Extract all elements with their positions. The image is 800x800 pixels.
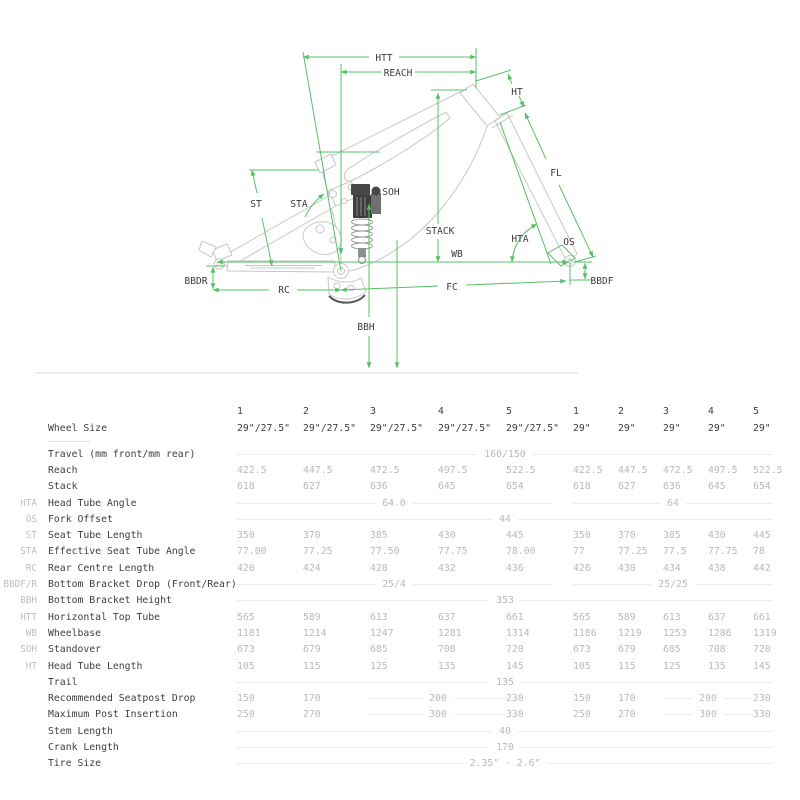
table-row: [0, 739, 773, 755]
wheel-size-value: 29"/27.5": [303, 422, 357, 434]
table-row: [0, 560, 773, 576]
rule-line: [521, 682, 773, 683]
geo-value: 426: [573, 562, 591, 574]
geo-value: 645: [708, 481, 726, 493]
dimension-labels: [185, 53, 614, 333]
shared-value: [237, 758, 773, 769]
rule-line: [518, 519, 773, 520]
geo-value: 445: [506, 530, 524, 542]
geo-value: 105: [237, 660, 255, 672]
geo-value: 170: [618, 693, 636, 705]
ht-dim-top: [508, 74, 512, 84]
size-number: 5: [753, 405, 759, 417]
geo-value: 125: [663, 660, 681, 672]
geo-value: 430: [438, 530, 456, 542]
rule-line: [237, 682, 489, 683]
rule-line: [413, 584, 551, 585]
table-row: [0, 609, 773, 625]
rear-axle-center: [217, 262, 221, 266]
geo-value: 636: [370, 481, 388, 493]
dim-label-bbh: BBH: [357, 322, 375, 333]
st-dim-top: [252, 170, 257, 193]
wheel-size-value: 29": [708, 422, 726, 434]
table-row: [0, 527, 773, 543]
row-label: Travel (mm front/mm rear): [48, 448, 196, 460]
row-label: Maximum Post Insertion: [48, 709, 178, 721]
geo-value: 1319: [753, 627, 777, 639]
row-label: Horizontal Top Tube: [48, 611, 161, 623]
geo-value: 115: [303, 660, 321, 672]
size-number: 4: [708, 405, 714, 417]
geo-value: 708: [438, 644, 456, 656]
geo-value: 424: [303, 562, 321, 574]
row-abbreviation: SOH: [20, 644, 37, 656]
group1-value: [237, 498, 551, 509]
table-row: [0, 642, 773, 658]
rule-line: [370, 698, 422, 699]
header-divider: [0, 437, 773, 446]
geo-value: 370: [618, 530, 636, 542]
geo-value: 618: [237, 481, 255, 493]
group1-value: [237, 579, 551, 590]
main-pivot: [316, 225, 324, 233]
geo-value: 589: [618, 611, 636, 623]
geo-value: 385: [370, 530, 388, 542]
merged-sizes-value: [370, 693, 506, 704]
merged-value: 200: [699, 693, 717, 705]
wheel-size-value: 29": [663, 422, 681, 434]
geo-value: 589: [303, 611, 321, 623]
shared-value: [237, 726, 773, 737]
shared-value: [237, 595, 773, 606]
geo-value: 627: [303, 481, 321, 493]
geo-value: 654: [753, 481, 771, 493]
geo-value: 685: [663, 644, 681, 656]
geo-value: 432: [438, 562, 456, 574]
size-number: 1: [573, 405, 579, 417]
dim-label-fl: FL: [550, 168, 562, 179]
shared-value: [237, 742, 773, 753]
geo-value: 434: [663, 562, 681, 574]
geo-value: 522.5: [506, 464, 536, 476]
geo-value: 720: [506, 644, 524, 656]
rule-line: [573, 584, 651, 585]
merged-value: 44: [499, 513, 511, 525]
geo-value: 330: [506, 709, 524, 721]
geo-value: 77.00: [237, 546, 267, 558]
geo-value: 720: [753, 644, 771, 656]
geo-value: 497.5: [438, 464, 468, 476]
shock-shaft: [358, 248, 366, 257]
geo-value: 1214: [303, 627, 327, 639]
geo-value: 230: [506, 693, 524, 705]
rule-line: [533, 454, 773, 455]
geo-value: 1181: [237, 627, 261, 639]
geo-value: 565: [573, 611, 591, 623]
dim-label-rc: RC: [278, 285, 290, 296]
wheel-size-value: 29": [753, 422, 771, 434]
rule-line: [454, 714, 506, 715]
table-row: [0, 674, 773, 690]
merged-value: 135: [496, 676, 514, 688]
geo-value: 170: [303, 693, 321, 705]
rule-line: [521, 600, 773, 601]
row-abbreviation: BBDF/R: [3, 579, 37, 591]
table-row: [0, 723, 773, 739]
geo-value: 645: [438, 481, 456, 493]
row-label: Recommended Seatpost Drop: [48, 693, 196, 705]
rule-line: [663, 698, 692, 699]
geo-value: 77.75: [438, 546, 468, 558]
geo-value: 77.25: [303, 546, 333, 558]
geo-value: 708: [708, 644, 726, 656]
shared-value: [237, 677, 773, 688]
table-row: [0, 446, 773, 462]
row-label: Head Tube Length: [48, 660, 143, 672]
dim-label-sta: STA: [290, 199, 308, 210]
row-label: Fork Offset: [48, 513, 113, 525]
table-row: [0, 544, 773, 560]
wheel-size-value: 29"/27.5": [370, 422, 424, 434]
dim-label-hta: HTA: [511, 234, 529, 245]
fc-line-right: [466, 281, 566, 285]
rule-line: [237, 519, 492, 520]
geo-value: 661: [753, 611, 771, 623]
geo-value: 350: [237, 530, 255, 542]
geo-value: 145: [753, 660, 771, 672]
geo-value: 77.25: [618, 546, 648, 558]
size-number: 5: [506, 405, 512, 417]
row-abbreviation: HT: [25, 660, 37, 672]
table-row: [0, 658, 773, 674]
dim-label-stack: STACK: [425, 226, 455, 237]
shock-top-mount: [351, 184, 370, 195]
geo-value: 385: [663, 530, 681, 542]
merged-value: 25/25: [658, 579, 688, 591]
rule-line: [413, 503, 551, 504]
rule-line: [237, 584, 375, 585]
geo-value: 422.5: [573, 464, 603, 476]
dim-label-bbdr: BBDR: [184, 276, 208, 287]
wheel-size-underline: [48, 441, 90, 442]
geo-value: 1281: [438, 627, 462, 639]
row-abbreviation: STA: [20, 546, 37, 558]
wheel-size-label: Wheel Size: [48, 422, 107, 434]
rule-line: [547, 763, 773, 764]
row-abbreviation: HTT: [20, 611, 37, 623]
geo-value: 613: [663, 611, 681, 623]
row-label: Reach: [48, 464, 78, 476]
table-row: [0, 756, 773, 772]
geo-value: 1286: [708, 627, 732, 639]
chainstay: [227, 261, 336, 272]
table-row: [0, 511, 773, 527]
row-abbreviation: RC: [25, 562, 37, 574]
geo-value: 430: [618, 562, 636, 574]
geo-value: 422.5: [237, 464, 267, 476]
rule-line: [237, 503, 375, 504]
geo-value: 1253: [663, 627, 687, 639]
shock-reservoir: [371, 193, 381, 214]
dim-label-os: OS: [563, 237, 575, 248]
shared-value: [237, 514, 773, 525]
row-label: Bottom Bracket Drop (Front/Rear): [48, 579, 237, 591]
merged-sizes-value: [663, 709, 753, 720]
geo-value: 77: [573, 546, 585, 558]
geo-value: 673: [237, 644, 255, 656]
geo-value: 447.5: [618, 464, 648, 476]
merged-value: 40: [499, 725, 511, 737]
ht-extension-bottom: [500, 105, 526, 115]
group2-value: [573, 579, 773, 590]
size-number: 4: [438, 405, 444, 417]
geo-value: 428: [370, 562, 388, 574]
geo-value: 78.00: [506, 546, 536, 558]
rule-line: [724, 698, 753, 699]
geo-value: 77.50: [370, 546, 400, 558]
row-abbreviation: HTA: [20, 497, 37, 509]
wheel-size-value: 29"/27.5": [438, 422, 492, 434]
geo-value: 430: [708, 530, 726, 542]
row-label: Crank Length: [48, 741, 119, 753]
row-label: Stack: [48, 481, 78, 493]
geo-value: 679: [303, 644, 321, 656]
geo-value: 497.5: [708, 464, 738, 476]
wheel-size-row: [0, 419, 773, 437]
row-label: Wheelbase: [48, 627, 102, 639]
row-label: Head Tube Angle: [48, 497, 137, 509]
wheel-size-value: 29"/27.5": [506, 422, 560, 434]
merged-value: 160/150: [484, 448, 526, 460]
reservoir-cap: [372, 187, 381, 196]
row-label: Tire Size: [48, 758, 102, 770]
size-number: 1: [237, 405, 243, 417]
rule-line: [454, 698, 506, 699]
rule-line: [237, 454, 477, 455]
rule-line: [237, 600, 489, 601]
geo-value: 637: [438, 611, 456, 623]
rocker-pivot-c: [342, 199, 347, 204]
guide-bolt-a: [334, 283, 340, 289]
row-label: Rear Centre Length: [48, 562, 155, 574]
table-row: [0, 690, 773, 706]
geo-value: 618: [573, 481, 591, 493]
geometry-table: [0, 403, 783, 772]
geometry-table-body: [0, 446, 783, 772]
row-label: Effective Seat Tube Angle: [48, 546, 196, 558]
geo-value: 447.5: [303, 464, 333, 476]
geo-value: 135: [708, 660, 726, 672]
rule-line: [724, 714, 753, 715]
geo-value: 115: [618, 660, 636, 672]
dim-label-htt: HTT: [375, 53, 393, 64]
table-row: [0, 462, 783, 478]
shared-value: [237, 449, 773, 460]
geo-value: 438: [708, 562, 726, 574]
merged-value: 170: [496, 741, 514, 753]
dim-label-reach: REACH: [383, 68, 413, 79]
merged-value: 300: [699, 709, 717, 721]
table-row: [0, 495, 773, 511]
table-row: [0, 625, 777, 641]
geo-value: 145: [506, 660, 524, 672]
geo-value: 230: [753, 693, 771, 705]
merged-sizes-value: [663, 693, 753, 704]
rule-line: [518, 731, 773, 732]
geo-value: 445: [753, 530, 771, 542]
geo-value: 472.5: [663, 464, 693, 476]
geo-value: 613: [370, 611, 388, 623]
rule-line: [695, 584, 773, 585]
dim-label-st: ST: [250, 199, 262, 210]
geo-value: 627: [618, 481, 636, 493]
geo-value: 1314: [506, 627, 530, 639]
geo-value: 135: [438, 660, 456, 672]
geo-value: 679: [618, 644, 636, 656]
rule-line: [237, 747, 489, 748]
geo-value: 472.5: [370, 464, 400, 476]
geo-value: 637: [708, 611, 726, 623]
rule-line: [573, 503, 660, 504]
geometry-diagram: [0, 0, 800, 395]
front-triangle: [320, 91, 488, 271]
rule-line: [521, 747, 773, 748]
row-abbreviation: OS: [25, 513, 37, 525]
geo-value: 1219: [618, 627, 642, 639]
row-label: Standover: [48, 644, 102, 656]
geo-value: 78: [753, 546, 765, 558]
dim-label-soh: SOH: [382, 187, 400, 198]
chain-guide: [328, 277, 366, 299]
rule-line: [686, 503, 773, 504]
wheel-size-value: 29": [618, 422, 636, 434]
geo-value: 685: [370, 644, 388, 656]
geo-value: 250: [237, 709, 255, 721]
geo-value: 150: [573, 693, 591, 705]
size-header-row: [0, 403, 773, 419]
geo-value: 661: [506, 611, 524, 623]
table-row: [0, 593, 773, 609]
geo-value: 636: [663, 481, 681, 493]
size-number: 2: [618, 405, 624, 417]
geo-value: 270: [618, 709, 636, 721]
table-row: [0, 576, 773, 592]
row-label: Trail: [48, 676, 78, 688]
geo-value: 370: [303, 530, 321, 542]
dim-label-wb: WB: [451, 249, 463, 260]
geo-value: 125: [370, 660, 388, 672]
table-row: [0, 707, 773, 723]
table-row: [0, 479, 773, 495]
geo-value: 250: [573, 709, 591, 721]
ht-extension-top: [476, 70, 511, 81]
geo-value: 522.5: [753, 464, 783, 476]
row-label: Bottom Bracket Height: [48, 595, 172, 607]
merged-value: 353: [496, 595, 514, 607]
dim-label-bbdf: BBDF: [590, 276, 614, 287]
dim-label-ht: HT: [511, 87, 523, 98]
geo-value: 105: [573, 660, 591, 672]
geo-value: 654: [506, 481, 524, 493]
merged-sizes-value: [370, 709, 506, 720]
row-abbreviation: ST: [25, 530, 37, 542]
rule-line: [237, 763, 463, 764]
geo-value: 77.5: [663, 546, 687, 558]
rule-line: [663, 714, 692, 715]
geo-value: 1247: [370, 627, 394, 639]
merged-value: 64.0: [382, 497, 406, 509]
fl-dim-top: [525, 113, 546, 159]
size-number: 2: [303, 405, 309, 417]
merged-value: 200: [429, 693, 447, 705]
rule-line: [237, 731, 492, 732]
row-abbreviation: BBH: [20, 595, 37, 607]
row-abbreviation: WB: [25, 627, 37, 639]
fl-extension: [575, 256, 596, 262]
size-number: 3: [663, 405, 669, 417]
brake-mount: [199, 241, 216, 257]
group2-value: [573, 498, 773, 509]
geo-value: 330: [753, 709, 771, 721]
rule-line: [370, 714, 422, 715]
geo-value: 442: [753, 562, 771, 574]
size-number: 3: [370, 405, 376, 417]
geo-value: 420: [237, 562, 255, 574]
dim-label-fc: FC: [446, 282, 458, 293]
geo-value: 565: [237, 611, 255, 623]
geo-value: 1186: [573, 627, 597, 639]
bike-frame-diagram: [0, 0, 800, 395]
geo-value: 77.75: [708, 546, 738, 558]
merged-value: 300: [429, 709, 447, 721]
geo-value: 436: [506, 562, 524, 574]
row-label: Seat Tube Length: [48, 530, 143, 542]
wheel-size-value: 29": [573, 422, 591, 434]
merged-value: 2.35" - 2.6": [469, 758, 541, 770]
geo-value: 673: [573, 644, 591, 656]
merged-value: 64: [667, 497, 679, 509]
geo-value: 150: [237, 693, 255, 705]
merged-value: 25/4: [382, 579, 406, 591]
geo-value: 270: [303, 709, 321, 721]
wheel-size-value: 29"/27.5": [237, 422, 291, 434]
rocker-pivot-a: [330, 191, 337, 198]
geo-value: 350: [573, 530, 591, 542]
row-label: Stem Length: [48, 725, 113, 737]
